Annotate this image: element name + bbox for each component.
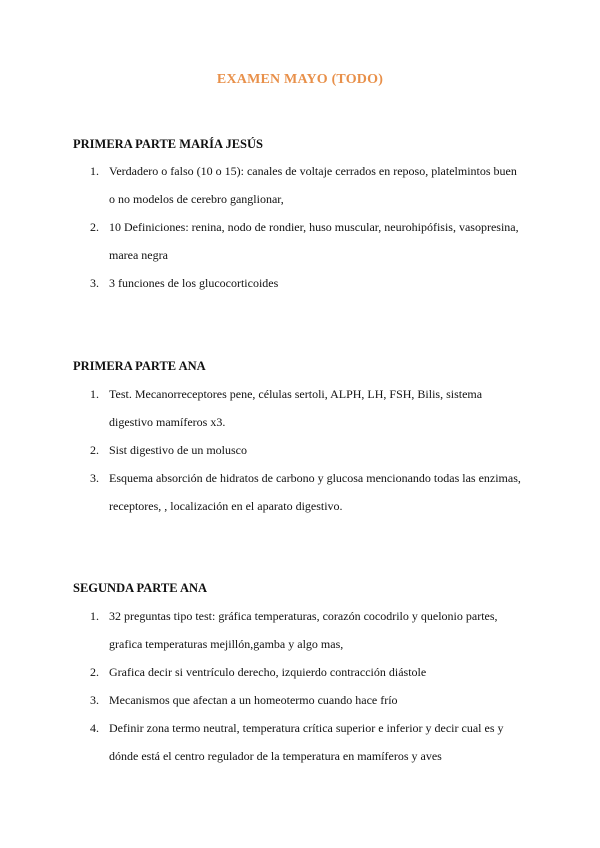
section-list-primera-parte-ana xyxy=(0,380,600,520)
list-item-line: Sist digestivo de un molusco xyxy=(109,443,247,457)
list-item-number: 3. xyxy=(90,471,99,485)
section-list-primera-parte-maria-jesus xyxy=(0,157,600,297)
list-item xyxy=(0,380,600,436)
list-item-number: 4. xyxy=(90,721,99,735)
list-item-text xyxy=(109,464,529,520)
list-item xyxy=(0,714,600,770)
list-item-number: 3. xyxy=(90,693,99,707)
list-item xyxy=(0,213,600,269)
list-item-line: grafica temperaturas mejillón,gamba y algo mas, xyxy=(109,637,344,651)
list-item-text xyxy=(109,269,529,297)
list-item-number: 2. xyxy=(90,443,99,457)
list-item xyxy=(0,686,600,714)
list-item-line: marea negra xyxy=(109,248,168,262)
list-item-number: 3. xyxy=(90,276,99,290)
section-heading-segunda-parte-ana: SEGUNDA PARTE ANA xyxy=(73,581,208,595)
list-item-line: Test. Mecanorreceptores pene, células sertoli, ALPH, LH, FSH, Bilis, sistema xyxy=(109,387,483,401)
list-item xyxy=(0,464,600,520)
list-item-line: receptores, , localización en el aparato digestivo. xyxy=(109,499,343,513)
list-item-line: Mecanismos que afectan a un homeotermo cuando hace frío xyxy=(109,693,398,707)
list-item-text xyxy=(109,157,529,213)
list-item-line: Esquema absorción de hidratos de carbono y glucosa mencionando todas las enzimas, xyxy=(109,471,521,485)
list-item-line: 3 funciones de los glucocorticoides xyxy=(109,276,279,290)
list-item-line: 10 Definiciones: renina, nodo de rondier, huso muscular, neurohipófisis, vasopresina, xyxy=(109,220,519,234)
list-item-text xyxy=(109,380,529,436)
list-item-text xyxy=(109,602,529,658)
list-item xyxy=(0,658,600,686)
list-item xyxy=(0,157,600,213)
list-item-line: dónde está el centro regulador de la temperatura en mamíferos y aves xyxy=(109,749,442,763)
document-title: EXAMEN MAYO (TODO) xyxy=(216,72,384,87)
list-item-text xyxy=(109,213,529,269)
list-item-number: 1. xyxy=(90,164,99,178)
list-item-text xyxy=(109,658,529,686)
list-item-text xyxy=(109,436,529,464)
list-item xyxy=(0,269,600,297)
list-item-number: 2. xyxy=(90,220,99,234)
list-item-line: digestivo mamíferos x3. xyxy=(109,415,226,429)
list-item-line: Grafica decir si ventrículo derecho, izquierdo contracción diástole xyxy=(109,665,427,679)
section-heading-primera-parte-maria-jesus: PRIMERA PARTE MARÍA JESÚS xyxy=(73,137,263,151)
list-item xyxy=(0,436,600,464)
list-item-number: 2. xyxy=(90,665,99,679)
list-item-number: 1. xyxy=(90,387,99,401)
section-heading-primera-parte-ana: PRIMERA PARTE ANA xyxy=(73,359,206,373)
list-item-text xyxy=(109,686,529,714)
section-list-segunda-parte-ana xyxy=(0,602,600,770)
list-item-line: Verdadero o falso (10 o 15): canales de voltaje cerrados en reposo, platelmintos buen xyxy=(109,164,517,178)
list-item-line: o no modelos de cerebro ganglionar, xyxy=(109,192,284,206)
list-item xyxy=(0,602,600,658)
list-item-number: 1. xyxy=(90,609,99,623)
list-item-line: Definir zona termo neutral, temperatura crítica superior e inferior y decir cual es y xyxy=(109,721,504,735)
list-item-line: 32 preguntas tipo test: gráfica temperaturas, corazón cocodrilo y quelonio partes, xyxy=(109,609,498,623)
list-item-text xyxy=(109,714,529,770)
